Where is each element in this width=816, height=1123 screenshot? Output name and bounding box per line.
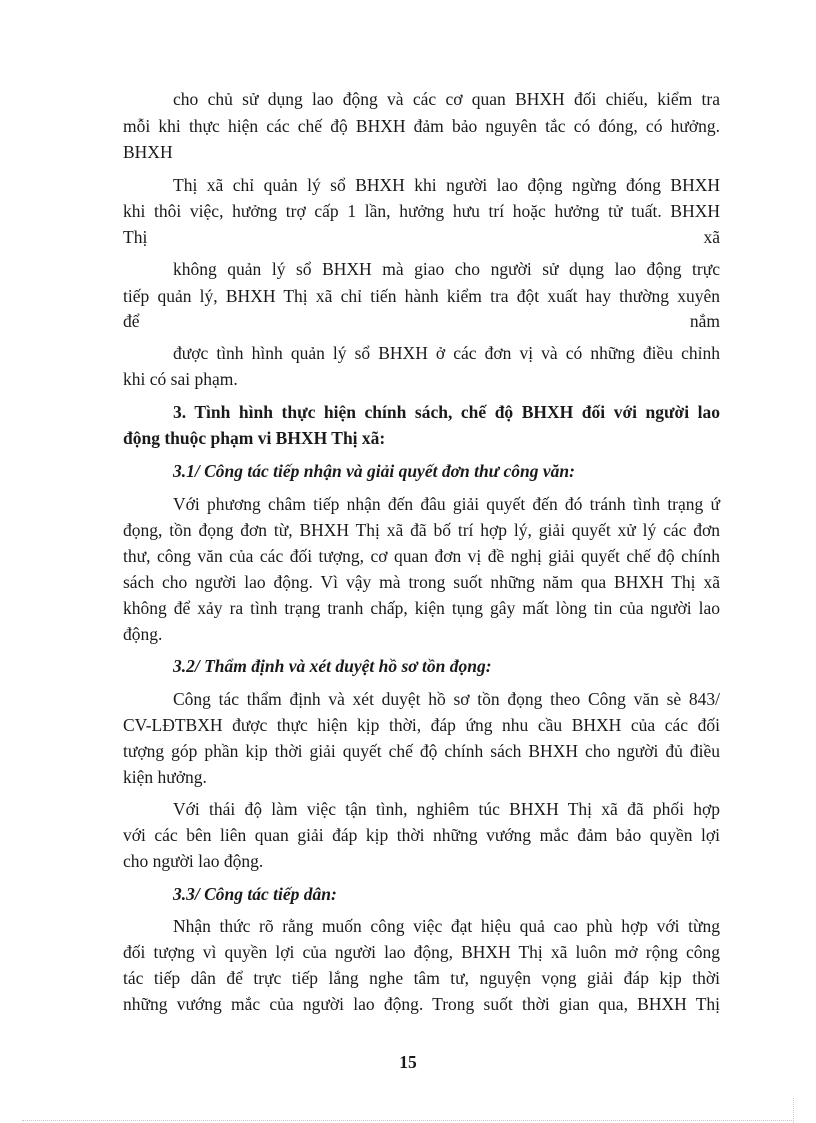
- text-line: được tình hình quản lý sổ BHXH ở các đơn vị và có những điều chỉnh: [173, 343, 720, 363]
- text-line: tác tiếp dân để trực tiếp lắng nghe tâm tư, nguyện vọng giải đáp kịp thời: [123, 968, 720, 988]
- text-line: kiện hưởng.: [123, 767, 207, 787]
- text-line: động.: [123, 624, 163, 644]
- text-line: cho người lao động.: [123, 851, 264, 871]
- text-line: đọng, tồn đọng đơn từ, BHXH Thị xã đã bố trí hợp lý, giải quyết xử lý các đơn: [123, 520, 720, 540]
- text-line: tượng góp phần kịp thời giải quyết chế độ chính sách BHXH cho người đủ điều: [123, 741, 720, 761]
- section-heading: động thuộc phạm vi BHXH Thị xã:: [123, 428, 386, 448]
- text-line: Công tác thẩm định và xét duyệt hồ sơ tồn đọng theo Công văn sè 843/: [173, 689, 720, 709]
- subsection-heading: 3.3/ Công tác tiếp dân:: [173, 884, 337, 904]
- text-line: những vướng mắc của người lao động. Trong suốt thời gian qua, BHXH Thị: [123, 994, 720, 1014]
- text-line: không quản lý sổ BHXH mà giao cho người sử dụng lao động trực: [173, 259, 720, 279]
- text-line: Nhận thức rõ rằng muốn công việc đạt hiệu quả cao phù hợp với từng: [173, 916, 720, 936]
- text-line: Với thái độ làm việc tận tình, nghiêm túc BHXH Thị xã đã phối hợp: [173, 799, 720, 819]
- text-line: BHXH: [123, 142, 173, 162]
- page-bottom-border: [22, 1120, 794, 1121]
- text-line: Thị xã chỉ quản lý sổ BHXH khi người lao động ngừng đóng BHXH: [173, 175, 720, 195]
- text-line: CV-LĐTBXH được thực hiện kịp thời, đáp ứng nhu cầu BHXH của các đối: [123, 715, 720, 735]
- text-line: đối tượng vì quyền lợi của người lao động, BHXH Thị xã luôn mở rộng công: [123, 942, 720, 962]
- text-line: thư, công văn của các đối tượng, cơ quan đơn vị đề nghị giải quyết chế độ chính: [123, 546, 720, 566]
- text-line: xã: [703, 227, 720, 247]
- section-heading: 3. Tình hình thực hiện chính sách, chế độ BHXH đối với người lao: [173, 402, 720, 422]
- text-line: mỗi khi thực hiện các chế độ BHXH đảm bảo nguyên tắc có đóng, có hưởng.: [123, 116, 720, 136]
- text-line: khi thôi việc, hưởng trợ cấp 1 lần, hưởng hưu trí hoặc hưởng tử tuất. BHXH: [123, 201, 720, 221]
- text-line: nắm: [689, 311, 720, 331]
- text-line: tiếp quản lý, BHXH Thị xã chỉ tiến hành kiểm tra đột xuất hay thường xuyên: [123, 286, 720, 306]
- text-line: cho chủ sử dụng lao động và các cơ quan BHXH đối chiếu, kiểm tra: [173, 89, 720, 109]
- text-line: với các bên liên quan giải đáp kịp thời những vướng mắc đảm bảo quyền lợi: [123, 825, 720, 845]
- text-line: sách cho người lao động. Vì vậy mà trong suốt những năm qua BHXH Thị xã: [123, 572, 720, 592]
- page-number: 15: [399, 1052, 417, 1072]
- text-line: Thị: [123, 227, 148, 247]
- subsection-heading: 3.1/ Công tác tiếp nhận và giải quyết đơn thư công văn:: [173, 461, 575, 481]
- text-line: Với phương châm tiếp nhận đến đâu giải quyết đến đó tránh tình trạng ứ: [173, 494, 720, 514]
- subsection-heading: 3.2/ Thẩm định và xét duyệt hồ sơ tồn đọng:: [173, 656, 492, 676]
- page-side-border: [793, 1098, 794, 1123]
- text-line: khi có sai phạm.: [123, 369, 238, 389]
- text-line: không để xảy ra tình trạng tranh chấp, kiện tụng gây mất lòng tin của người lao: [123, 598, 720, 618]
- text-line: để: [123, 311, 140, 331]
